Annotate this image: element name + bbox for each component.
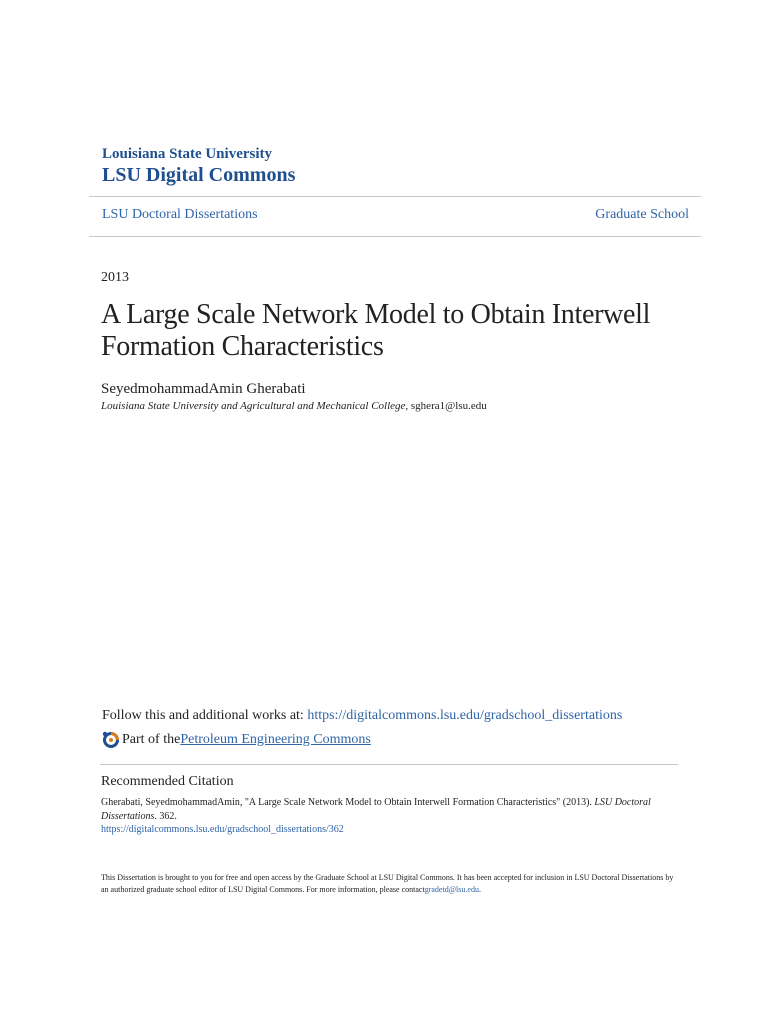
contact-email-link[interactable]: gradetd@lsu.edu <box>424 885 479 894</box>
discipline-link[interactable]: Petroleum Engineering Commons <box>180 732 371 747</box>
affiliation-name: Louisiana State University and Agricultural and Mechanical College <box>101 400 406 412</box>
access-note-text: This Dissertation is brought to you for free and open access by the Graduate School at LSU Digital Commons. It has been accepted for inclusion in LSU Doctoral Dissertations by an authorized graduate school editor of LSU Digital Commons. For more information, please contact <box>101 873 674 894</box>
follow-prefix: Follow this and additional works at: <box>102 708 308 723</box>
citation-heading: Recommended Citation <box>101 774 234 789</box>
citation-text <box>101 796 661 824</box>
author-affiliation-line <box>101 400 487 412</box>
citation-main: Gherabati, SeyedmohammadAmin, "A Large Scale Network Model to Obtain Interwell Formation Characteristics" (2013). <box>101 797 595 808</box>
affiliation-separator: , <box>405 400 411 412</box>
network-icon <box>102 731 120 749</box>
university-name[interactable]: Louisiana State University <box>102 146 273 162</box>
nav-divider <box>89 236 701 237</box>
repository-header <box>102 145 295 187</box>
collection-url-link[interactable]: https://digitalcommons.lsu.edu/gradschool_dissertations <box>307 708 623 723</box>
access-note-end: . <box>478 885 481 894</box>
part-of-line <box>102 731 371 749</box>
school-link[interactable]: Graduate School <box>595 207 689 222</box>
citation-url-link[interactable]: https://digitalcommons.lsu.edu/gradschool_dissertations/362 <box>101 824 344 835</box>
access-note <box>101 872 681 896</box>
publication-year: 2013 <box>101 270 129 285</box>
document-title: A Large Scale Network Model to Obtain Interwell Formation Characteristics <box>101 299 651 362</box>
part-of-prefix: Part of the <box>122 732 181 747</box>
repository-name[interactable]: LSU Digital Commons <box>102 164 296 186</box>
citation-divider <box>100 764 678 765</box>
series-link[interactable]: LSU Doctoral Dissertations <box>102 207 258 222</box>
author-name: SeyedmohammadAmin Gherabati <box>101 381 306 397</box>
citation-journal: LSU Doctoral Dissertations <box>101 797 651 822</box>
citation-number: . 362. <box>154 811 177 822</box>
top-divider <box>89 196 701 197</box>
follow-line <box>102 708 622 724</box>
author-email: sghera1@lsu.edu <box>410 400 487 412</box>
